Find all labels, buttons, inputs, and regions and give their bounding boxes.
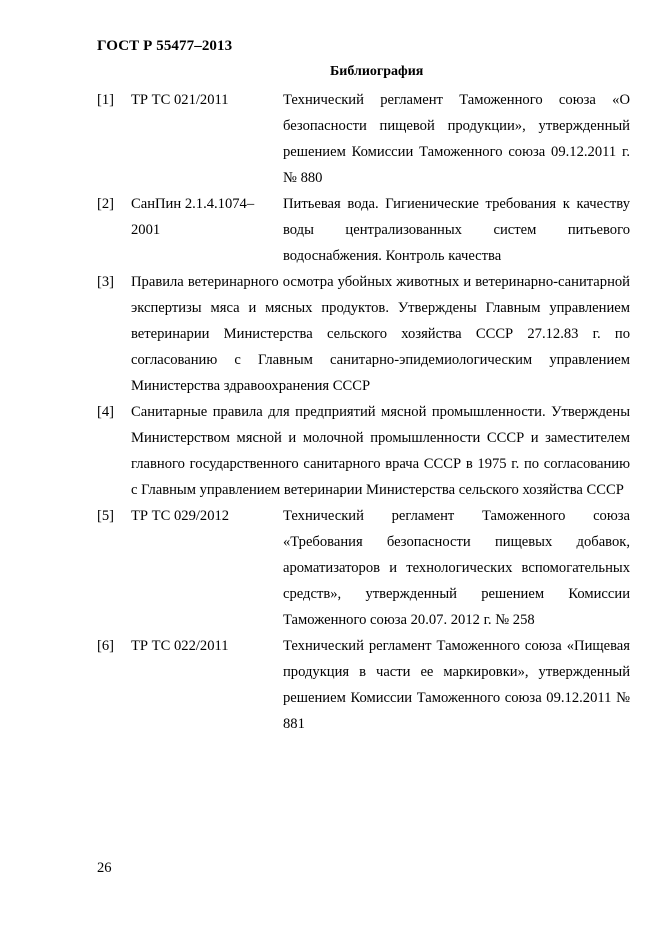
page-number: 26 — [97, 860, 112, 876]
bibliography-entry-6 — [97, 633, 630, 737]
entry-text: Санитарные правила для предприятий мясной промышленности. Утверждены Министерством мясной и молочной промышленности СССР и заместителем главного государственного санитарного врача СССР в 1975 г. по согласованию с Главным управлением ветеринарии Министерства сельского хозяйства СССР — [131, 404, 630, 498]
entry-number: [4] — [97, 404, 115, 420]
entry-number: [1] — [97, 92, 115, 108]
document-header: ГОСТ Р 55477–2013 — [97, 38, 233, 54]
entry-number: [5] — [97, 508, 115, 524]
entry-code: ТР ТС 029/2012 — [131, 508, 230, 524]
entry-number: [2] — [97, 196, 115, 212]
entry-text: Питьевая вода. Гигиенические требования к качеству воды централизованных систем питьевого водоснабжения. Контроль качества — [283, 196, 630, 264]
entry-text: Технический регламент Таможенного союза «О безопасности пищевой продукции», утвержденный решением Комиссии Таможенного союза 09.12.2011 г. № 880 — [283, 92, 630, 186]
bibliography-entry-4 — [97, 399, 630, 503]
entry-number: [6] — [97, 638, 115, 654]
bibliography-entry-5 — [97, 503, 630, 633]
bibliography-entry-2 — [97, 191, 630, 269]
entry-text: Правила ветеринарного осмотра убойных животных и ветеринарно-санитарной экспертизы мяса и мясных продуктов. Утверждены Главным управлением ветеринарии Министерства сельского хозяйства СССР 27.12.83 г. по согласованию с Главным санитарно-эпидемиологическим управлением Министерства здравоохранения СССР — [131, 274, 630, 394]
entry-code: ТР ТС 022/2011 — [131, 638, 229, 654]
entry-text: Технический регламент Таможенного союза «Пищевая продукция в части ее маркировки», утвержденный решением Комиссии Таможенного союза 09.12.2011 № 881 — [283, 638, 630, 732]
bibliography-list — [97, 87, 630, 737]
entry-code: СанПин 2.1.4.1074–2001 — [131, 196, 255, 238]
bibliography-entry-1 — [97, 87, 630, 191]
entry-code: ТР ТС 021/2011 — [131, 92, 229, 108]
entry-text: Технический регламент Таможенного союза «Требования безопасности пищевых добавок, ароматизаторов и технологических вспомогательных средств», утвержденный решением Комиссии Таможенного союза 20.07. 2012 г. № 258 — [283, 508, 630, 628]
entry-number: [3] — [97, 274, 115, 290]
section-title: Библиография — [330, 64, 424, 79]
bibliography-entry-3 — [97, 269, 630, 399]
